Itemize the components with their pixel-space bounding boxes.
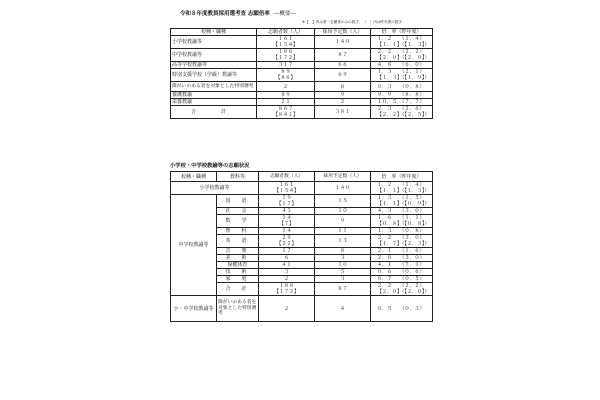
ratio-first-choice: 【１．７】（【２．３】） <box>377 241 430 247</box>
ratio-first-choice: 【２．２】（【２．５】） <box>377 112 430 118</box>
ratio-first-choice: 【１．１】（【１．３】） <box>377 42 430 48</box>
header-ratio: 倍 率（昨年度） <box>371 29 433 36</box>
applicants-cell <box>259 215 315 228</box>
planned-cell: ５ <box>315 269 371 276</box>
ratio-cell <box>371 69 433 82</box>
planned-cell: ９ <box>315 92 371 99</box>
planned-cell: ６６ <box>315 62 371 69</box>
planned-cell: １３ <box>315 235 371 248</box>
applicants-cell <box>257 36 315 49</box>
subject-label: 国 語 <box>217 195 259 208</box>
planned-cell: １０ <box>315 208 371 215</box>
total-label: 合 計 <box>217 283 259 296</box>
table-row <box>171 296 433 322</box>
ratio-cell <box>371 36 433 49</box>
applicants-cell: ２ <box>259 296 315 322</box>
subject-label: 社 会 <box>217 208 259 215</box>
ratio-first-choice: 【０．８】（【０．８】） <box>377 221 430 227</box>
applicants-value: ８９ <box>280 69 291 75</box>
ratio-cell: ４．３ （３．０） <box>371 208 433 215</box>
ratio-value: ２．３ （２．６） <box>377 106 425 112</box>
applicants-first-choice: 【１５４】 <box>273 188 299 194</box>
ratio-value: １．２ （１．４） <box>377 36 425 42</box>
ratio-first-choice: 【１．３】（【１．９】） <box>377 75 430 81</box>
header-school-type: 校種・職種 <box>171 29 257 36</box>
applicants-value: １８８ <box>277 49 293 55</box>
subject-label: 英 語 <box>217 235 259 248</box>
ratio-cell: ２．０ （３．０） <box>371 255 433 262</box>
middle-school-label: 中学校教諭等 <box>171 195 217 296</box>
ratio-first-choice: 【１．１】（【０．９】） <box>377 201 430 207</box>
row-label: 高等学校教諭等 <box>171 62 257 69</box>
title-text: 令和８年度教員採用選考査 志願倍率 <box>180 11 270 17</box>
ratio-first-choice: 【２．０】（【２．０】） <box>377 55 430 61</box>
ratio-cell: ０．７ （０．５） <box>371 276 433 283</box>
applicants-value: ８６７ <box>277 106 293 112</box>
applicants-value: １４ <box>281 215 292 221</box>
row-label: 小学校教諭等 <box>171 182 259 195</box>
ratio-cell <box>371 283 433 296</box>
detail-header-row <box>171 172 433 182</box>
table-row <box>171 49 433 62</box>
applicants-value: １６１ <box>278 182 294 188</box>
ratio-value: １．２ （１．４） <box>377 182 425 188</box>
planned-cell: ６９ <box>315 69 371 82</box>
ratio-value: １．３ （２．１） <box>377 69 425 75</box>
table-row <box>171 182 433 195</box>
planned-cell: ８ <box>315 248 371 255</box>
applicants-first-choice: 【１５４】 <box>272 42 298 48</box>
section-title: 小学校・中学校教諭等の志願状況 <box>170 163 250 169</box>
header-applicants: 志願者数（人） <box>259 172 315 182</box>
applicants-cell: １７ <box>259 248 315 255</box>
summary-header-row <box>171 29 433 36</box>
applicants-cell <box>259 195 315 208</box>
ratio-cell: １．３ （０．８） <box>371 228 433 235</box>
planned-cell: １１ <box>315 228 371 235</box>
applicants-first-choice: 【２２】 <box>276 241 297 247</box>
applicants-first-choice: 【１７】 <box>276 201 297 207</box>
ratio-cell <box>371 106 433 119</box>
applicants-cell <box>259 182 315 195</box>
applicants-cell <box>259 283 315 296</box>
table-row <box>171 92 433 99</box>
applicants-cell: ４１ <box>259 262 315 269</box>
subject-label: 家 庭 <box>217 276 259 283</box>
applicants-cell: ６ <box>259 255 315 262</box>
applicants-cell: ４３ <box>259 208 315 215</box>
planned-cell: ４ <box>315 296 371 322</box>
ratio-value: １．６ （１．１） <box>377 215 425 221</box>
subject-label: 保健体育 <box>217 262 259 269</box>
planned-cell: ２ <box>315 99 371 106</box>
subject-label: 音 楽 <box>217 248 259 255</box>
row-label: 障がいのある者を対象とした特別選考 <box>171 82 257 92</box>
planned-cell: ８７ <box>315 283 371 296</box>
document-title <box>180 9 296 17</box>
title-suffix: ―概要― <box>273 11 296 17</box>
applicants-value: １９ <box>281 195 292 201</box>
applicants-first-choice: 【７】 <box>278 221 294 227</box>
ratio-cell: １０．５ （７．７） <box>371 99 433 106</box>
planned-cell: ３ <box>315 255 371 262</box>
ratio-cell: ９．９ （８．８） <box>371 92 433 99</box>
applicants-value: １８８ <box>278 283 294 289</box>
header-planned: 採用予定数（人） <box>315 172 371 182</box>
summary-table <box>170 28 433 119</box>
total-row <box>171 106 433 119</box>
applicants-cell: ３ <box>259 269 315 276</box>
planned-cell: ３８１ <box>315 106 371 119</box>
ratio-cell <box>371 215 433 228</box>
row-label: 栄養教諭 <box>171 99 257 106</box>
ratio-value: ２．２ （３．０） <box>377 235 425 241</box>
ratio-cell: ０．６ （０．６） <box>371 269 433 276</box>
row-label: 特別支援学校（学級）教諭等 <box>171 69 257 82</box>
planned-cell: ８ <box>315 82 371 92</box>
subject-label: 技 術 <box>217 269 259 276</box>
planned-cell: ３ <box>315 276 371 283</box>
applicants-cell <box>257 49 315 62</box>
planned-cell: １４０ <box>315 182 371 195</box>
planned-cell: ８７ <box>315 49 371 62</box>
ratio-first-choice: 【１．１】（【１．３】） <box>377 188 430 194</box>
ratio-first-choice: 【２．０】（【２．０】） <box>377 289 430 295</box>
applicants-cell: ２１ <box>257 99 315 106</box>
table-row <box>171 99 433 106</box>
header-ratio: 倍 率（昨年度） <box>371 172 433 182</box>
applicants-cell: ３１７ <box>257 62 315 69</box>
ratio-value: ２．２ （２．２） <box>377 283 425 289</box>
ratio-cell: ４．８ （６．０） <box>371 62 433 69</box>
applicants-first-choice: 【１７２】 <box>273 289 299 295</box>
header-planned: 採用予定数（人） <box>315 29 371 36</box>
applicants-cell <box>259 235 315 248</box>
ratio-cell <box>371 49 433 62</box>
subject-label: 数 学 <box>217 215 259 228</box>
applicants-first-choice: 【１７２】 <box>272 55 298 61</box>
detail-table <box>170 171 433 322</box>
row-label: 小学校教諭等 <box>171 36 257 49</box>
ratio-cell <box>371 182 433 195</box>
table-row <box>171 82 433 92</box>
applicants-cell: ２ <box>259 276 315 283</box>
ratio-cell: ４．１ （７．１） <box>371 262 433 269</box>
header-subject: 教科等 <box>217 172 259 182</box>
subject-label: 障がいのある者を対象とした特別選考 <box>217 296 259 322</box>
applicants-cell: １４ <box>259 228 315 235</box>
ratio-cell: ２．１ （１．６） <box>371 248 433 255</box>
planned-cell: １５ <box>315 195 371 208</box>
ratio-value: ２．２ （２．２） <box>377 49 425 55</box>
applicants-cell: ８９ <box>257 92 315 99</box>
total-label: 合 計 <box>171 106 257 119</box>
table-row <box>171 62 433 69</box>
row-label: 養護教諭 <box>171 92 257 99</box>
applicants-value: ２９ <box>281 235 292 241</box>
ratio-cell: ０．５ （０．３） <box>371 296 433 322</box>
ratio-value: １．３ （１．５） <box>377 195 425 201</box>
planned-cell: ９ <box>315 215 371 228</box>
note-text: ※【 】内は第一志願者のみの数字、（ ）内は昨年度の数字 <box>302 20 403 24</box>
applicants-value: １６１ <box>277 36 293 42</box>
table-row <box>171 36 433 49</box>
planned-cell: １４０ <box>315 36 371 49</box>
ratio-cell <box>371 195 433 208</box>
table-row <box>171 69 433 82</box>
applicants-cell <box>257 106 315 119</box>
applicants-cell <box>257 69 315 82</box>
subject-label: 理 科 <box>217 228 259 235</box>
applicants-first-choice: 【８６】 <box>275 75 296 81</box>
header-school-type: 校種・職種 <box>171 172 217 182</box>
subject-label: 美 術 <box>217 255 259 262</box>
ratio-cell <box>371 235 433 248</box>
planned-cell: １０ <box>315 262 371 269</box>
ratio-cell: ０．３ （０．８） <box>371 82 433 92</box>
applicants-cell: ２ <box>257 82 315 92</box>
table-row <box>171 195 433 208</box>
row-label: 小・中学校教諭等 <box>171 296 217 322</box>
header-applicants: 志願者数（人） <box>257 29 315 36</box>
applicants-first-choice: 【８４１】 <box>272 112 298 118</box>
row-label: 中学校教諭等 <box>171 49 257 62</box>
